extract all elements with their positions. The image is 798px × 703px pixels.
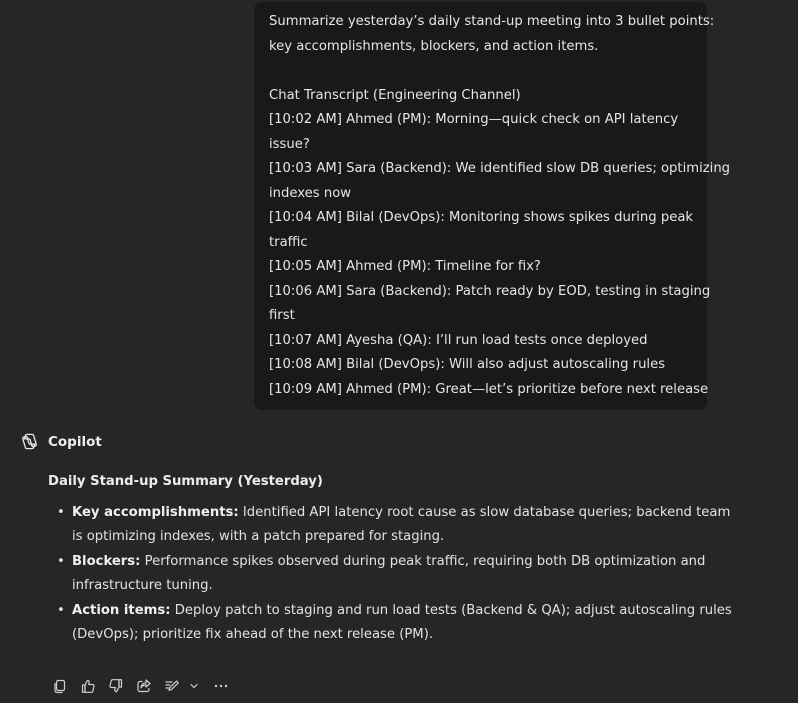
user-message-line: first — [269, 308, 295, 323]
copy-icon[interactable] — [46, 675, 74, 697]
bullet-label: Action items: — [72, 602, 171, 618]
edit-icon[interactable] — [158, 675, 186, 697]
user-message-line: [10:02 AM] Ahmed (PM): Morning—quick check on API latency — [269, 112, 679, 127]
thumbs-up-icon[interactable] — [74, 675, 102, 697]
thumbs-down-icon[interactable] — [102, 675, 130, 697]
bullet-text: Performance spikes observed during peak traffic, requiring both DB optimization and infrastructure tuning. — [72, 553, 706, 593]
bullet-label: Blockers: — [72, 553, 141, 569]
response-title: Daily Stand-up Summary (Yesterday) — [48, 474, 323, 489]
user-message-bubble — [254, 2, 731, 410]
bullet-label: Key accomplishments: — [72, 504, 239, 520]
user-message-blank-line — [269, 59, 693, 84]
bullet-list — [48, 501, 738, 648]
chevron-down-icon[interactable] — [186, 675, 202, 697]
user-message-line: [10:09 AM] Ahmed (PM): Great—let’s prioritize before next release — [269, 381, 709, 397]
user-message-line: indexes now — [269, 185, 352, 201]
user-message-line: [10:05 AM] Ahmed (PM): Timeline for fix? — [269, 259, 541, 274]
more-icon[interactable] — [206, 675, 236, 697]
list-item — [72, 550, 738, 599]
user-message-line: Chat Transcript (Engineering Channel) — [269, 87, 521, 103]
assistant-name: Copilot — [48, 433, 102, 450]
bullet-text: Deploy patch to staging and run load tests (Backend & QA); adjust autoscaling rules (DevOps); prioritize fix ahead of the next release (PM). — [72, 602, 732, 642]
user-message-line: key accomplishments, blockers, and action items. — [269, 38, 599, 54]
list-item — [72, 599, 738, 648]
user-message-line: [10:03 AM] Sara (Backend): We identified slow DB queries; optimizing — [269, 161, 731, 176]
user-message-line: Summarize yesterday’s daily stand-up meeting into 3 bullet points: — [269, 14, 715, 29]
list-item — [72, 501, 738, 550]
user-message-line: [10:06 AM] Sara (Backend): Patch ready by EOD, testing in staging — [269, 283, 711, 299]
copilot-logo-icon — [20, 432, 39, 451]
assistant-header — [20, 432, 102, 451]
user-message-line: [10:07 AM] Ayesha (QA): I’ll run load tests once deployed — [269, 332, 648, 348]
response-actions-toolbar — [46, 675, 236, 697]
bullet-text: Identified API latency root cause as slow database queries; backend team is optimizing indexes, with a patch prepared for staging. — [72, 504, 731, 544]
user-message-line: [10:04 AM] Bilal (DevOps): Monitoring shows spikes during peak — [269, 210, 694, 225]
user-message-line: traffic — [269, 234, 308, 250]
assistant-response — [48, 470, 738, 648]
user-message-line: [10:08 AM] Bilal (DevOps): Will also adjust autoscaling rules — [269, 357, 666, 372]
share-icon[interactable] — [130, 675, 158, 697]
user-message-line: issue? — [269, 136, 310, 152]
